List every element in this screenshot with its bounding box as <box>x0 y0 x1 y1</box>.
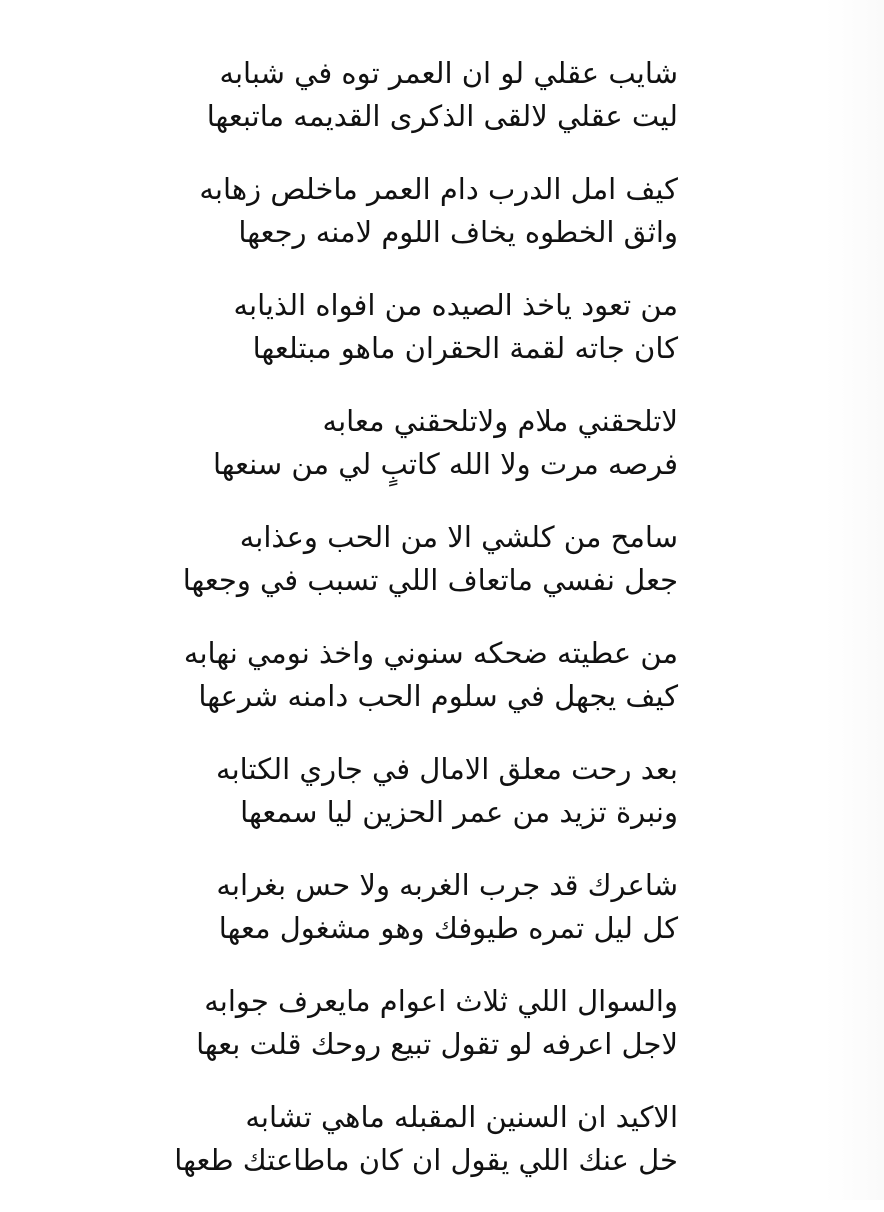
verse-line: جعل نفسي ماتعاف اللي تسبب في وجعها <box>182 563 678 597</box>
verse-line: سامح من كلشي الا من الحب وعذابه <box>239 520 678 554</box>
verse-line: كل ليل تمره طيوفك وهو مشغول معها <box>218 911 678 945</box>
verse-line: واثق الخطوه يخاف اللوم لامنه رجعها <box>238 215 678 249</box>
stanza-9 <box>196 980 678 1096</box>
stanza-6 <box>183 632 678 748</box>
verse-line: خل عنك اللي يقول ان كان ماطاعتك طعها <box>174 1143 678 1177</box>
verse-line: والسوال اللي ثلاث اعوام مايعرف جوابه <box>204 984 678 1018</box>
stanza-8 <box>208 864 678 980</box>
stanza-4 <box>208 400 678 516</box>
poem-body <box>0 52 884 1212</box>
verse-line: كان جاته لقمة الحقران ماهو مبتلعها <box>252 331 678 365</box>
verse-line: لاجل اعرفه لو تقول تبيع روحك قلت بعها <box>196 1027 678 1061</box>
verse-line: كيف امل الدرب دام العمر ماخلص زهابه <box>199 172 678 206</box>
verse-line: لاتلحقني ملام ولاتلحقني معابه <box>322 404 678 438</box>
stanza-5 <box>182 516 678 632</box>
stanza-7 <box>208 748 678 864</box>
stanza-10 <box>174 1096 678 1212</box>
verse-line: من عطيته ضحكه سنوني واخذ نومي نهابه <box>183 636 678 670</box>
stanza-3 <box>208 284 678 400</box>
verse-line: من تعود ياخذ الصيده من افواه الذيابه <box>233 288 678 322</box>
verse-line: فرصه مرت ولا الله كاتبٍ لي من سنعها <box>212 447 678 481</box>
verse-line: بعد رحت معلق الامال في جاري الكتابه <box>216 752 678 786</box>
verse-line: شايب عقلي لو ان العمر توه في شبابه <box>219 56 678 90</box>
verse-line: كيف يجهل في سلوم الحب دامنه شرعها <box>198 679 678 713</box>
verse-line: ليت عقلي لالقى الذكرى القديمه ماتبعها <box>206 99 678 133</box>
stanza-1 <box>208 52 678 168</box>
verse-line: شاعرك قد جرب الغربه ولا حس بغرابه <box>216 868 678 902</box>
stanza-2 <box>199 168 678 284</box>
verse-line: الاكيد ان السنين المقبله ماهي تشابه <box>245 1100 678 1134</box>
verse-line: ونبرة تزيد من عمر الحزين ليا سمعها <box>240 795 678 829</box>
